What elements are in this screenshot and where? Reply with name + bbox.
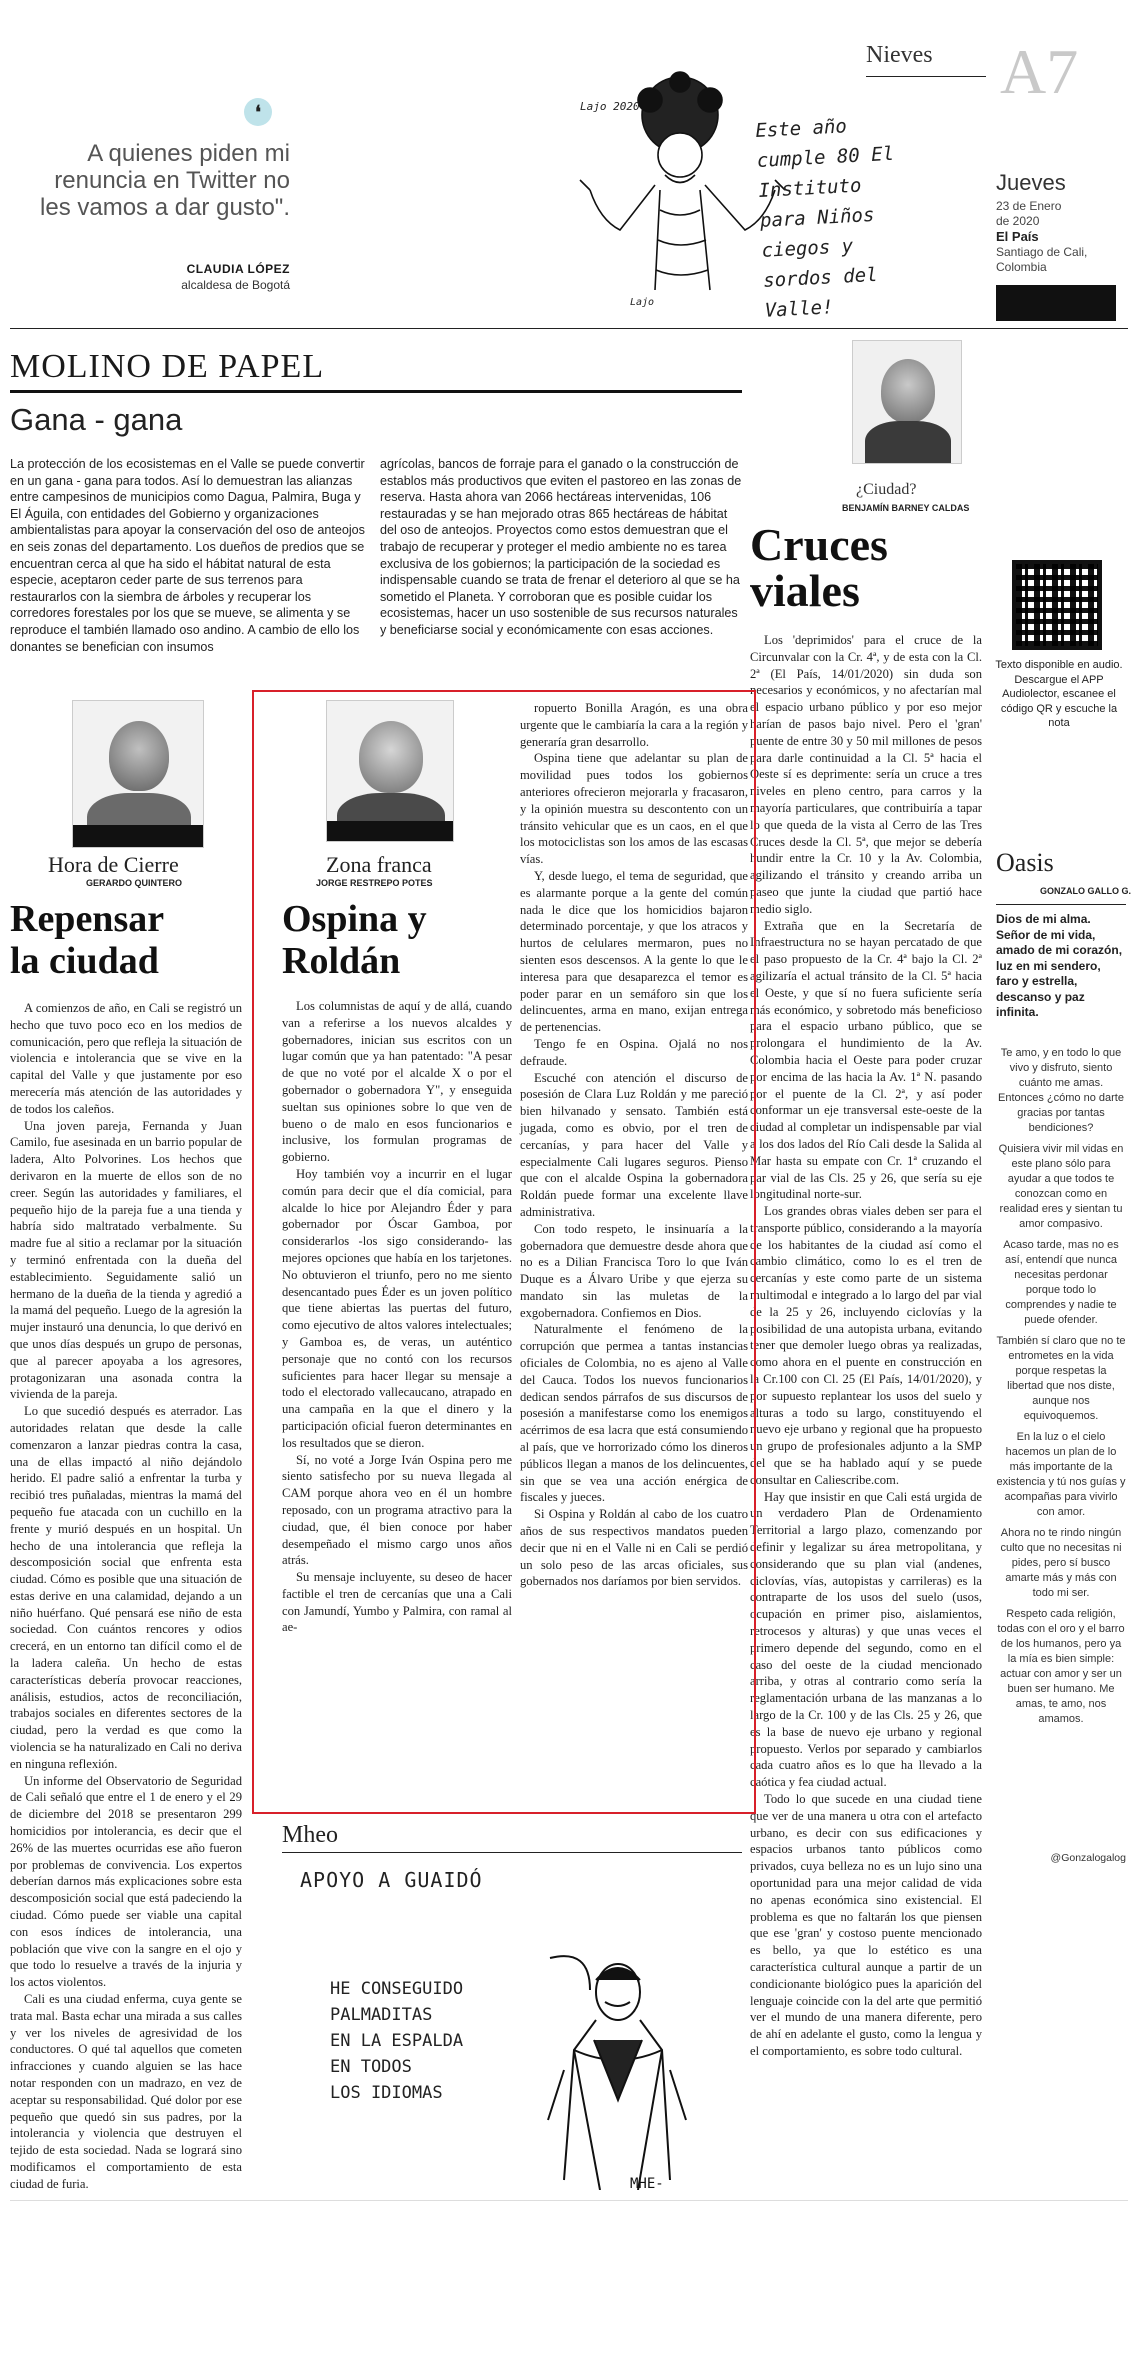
cartoon-speech-line: HE CONSEGUIDO <box>330 1979 464 1999</box>
oasis-lead: Dios de mi alma. Señor de mi vida, amado de mi corazón, luz en mi sendero, faro y estrella, descanso y paz infinita. <box>996 912 1123 1019</box>
oasis-paragraph: Quisiera vivir mil vidas en este plano sólo para ayudar a que todos te conozcan como en realidad eres y sientan tu amor compasivo. <box>998 1143 1124 1230</box>
molino-col1: La protección de los ecosistemas en el Valle se puede convertir en un gana - gana para todos. Así lo demuestran las alianzas entre campesinos de municipios como Dagua, Palmira, Buga y El Águila, con entidades del Gobierno y organizaciones ambientalistas para apoyar la conservación del oso de anteojos en seis zonas del departamento. Los dueños de predios que se encuentran cerca al que ha sido el hábitat natural de esta especie, aceptaron ceder parte de sus terrenos para restaurarlos con la siembra de árboles y recuperar los corredores forestales por los que se mueve, se alimenta y se reproduce el también llamado oso andino. A cambio de ello los donantes se benefician con insumos <box>10 457 365 654</box>
cartoon-speech-line: EN LA ESPALDA <box>330 2031 464 2051</box>
zona-col2-paragraph: Y, desde luego, el tema de seguridad, que es alarmante porque a la gente del común nada le dice que los homicidios bajaron determinado porcentaje, y que los atracos y hurtos de celulares mermaron, pues no sienten esos descensos. A la gente lo que le interesa para que desaparezca el temor es poder parar en un semáforo sin que los delincuentes, arma en mano, exijan entrega de pertenencias. <box>520 868 748 1035</box>
cartoon-signature: MHE- <box>630 2176 664 2190</box>
cartoon-caption: APOYO A GUAIDÓ <box>300 1868 483 1892</box>
oasis-paragraph: También sí claro que no te entrometes en la vida porque respetas la libertad que nos diste, aunque nos equivoquemos. <box>996 1335 1126 1422</box>
oasis-paragraph: Respeto cada religión, todas con el oro y el barro de los humanos, pero ya la mía es bien simple: actuar con amor y ser un buen ser humano. Me amas, te amo, nos amamos. <box>997 1608 1125 1725</box>
zona-headline <box>282 898 522 982</box>
molino-section-title: MOLINO DE PAPEL <box>10 348 325 385</box>
page-number: A7 <box>1000 36 1079 107</box>
oasis-paragraph: Acaso tarde, mas no es así, entendí que nunca necesitas perdonar porque todo lo comprendes y nadie te puede ofender. <box>1003 1239 1119 1326</box>
hora-headline-line2: la ciudad <box>10 940 159 982</box>
zona-title: Zona franca <box>326 852 432 877</box>
zona-col2-paragraph: Con todo respeto, le insinuaría a la gobernadora que demuestre desde ahora que no es a Dilian Francisca Toro lo que Iván Duque es a Álvaro Uribe y que ejerza su mandato sin las muletas de la exgobernadora. Confiemos en Dios. <box>520 1221 748 1320</box>
zona-col2-paragraph: Naturalmente el fenómeno de la corrupción que permea a tantas instancias oficiales de Colombia, no es ajeno al Valle del Cauca. Todos los nuevos funcionarios dedican sendos párrafos de sus discursos de posesión a manifestarse como los enemigos acérrimos de esa lacra que está consumiendo al país, que ve horrorizado cómo los dineros públicos llegan a manos de los delincuentes, sin que se vea una acción enérgica de fiscales y jueces. <box>520 1322 748 1505</box>
ciudad-headline: Cruces viales <box>750 519 888 616</box>
zona-headline-line1: Ospina y <box>282 898 427 940</box>
quote-icon: ❛ <box>244 98 272 126</box>
paper-city: Santiago de Cali, <box>996 245 1088 259</box>
zona-col2-paragraph: Si Ospina y Roldán al cabo de los cuatro años de sus respectivos mandatos pueden decir que ni en el Valle ni en Cali se perdió un solo peso de las arcas oficiales, sus gobernados nos daríamos por bien servidos. <box>520 1507 748 1589</box>
quote-role: alcaldesa de Bogotá <box>181 278 290 292</box>
zona-headline-line2: Roldán <box>282 940 401 982</box>
zona-col2-paragraph: ropuerto Bonilla Aragón, es una obra urgente que le cambiaría la cara a la región y generaría gran desarrollo. <box>520 701 748 749</box>
cartoon-speech-line: EN TODOS <box>330 2057 412 2077</box>
hora-body-paragraph: Una joven pareja, Fernanda y Juan Camilo, fue asesinada en un barrio popular de ladera, Alto Polvorines. Los hechos que derivaron en la muerte de ellos son de no creer. Según las autoridades y familiares, el pequeño hijo de la pareja fue a una tienda y habría sido maltratado verbalmente. Su madre fue al sitio a reclamar por la situación y terminó enfrentada con la dueña del establecimiento. Seguidamente salió un hermano de la dueña de la tienda y agredió a la mamá del pequeño. Luego de la agresión la mujer instauró una denuncia, lo que derivó en que unos días después un grupo de personas, que al parecer apoyaba a los agresores, protagonizaran una asonada contra la vivienda de la pareja. <box>10 1118 242 1402</box>
ciudad-body-paragraph: Los 'deprimidos' para el cruce de la Circunvalar con la Cr. 4ª, y de esta con la Cl. 2ª (El País, 14/01/2020) sin duda son necesarios y económicos, y no afectarían mal el espacio urbano público y por eso mejor harían de pasos bajo nivel. Pero el 'gran' puente de entre 30 y 50 mil millones de pesos para darle continuidad a la Cl. 5ª hacia el Oeste sí es deprimente: sería un cruce a tres niveles en pleno centro, para carros y la mayoría particulares, que contribuiría a tapar lo que queda de la vista al Cerro de las Tres Cruces desde la Cl. 5ª, que mejor se debería hundir entre la Cr. 10 y la Av. Colombia, agilizando el tránsito y creando arriba un paseo que junte la ciudad que partió hace medio siglo. <box>750 633 982 916</box>
cartoon-speech-line: PALMADITAS <box>330 2005 433 2025</box>
zona-col2-paragraph: Ospina tiene que adelantar su plan de movilidad pues todos los gobiernos anteriores ofrecieron mejorarla y fracasaron, y la opinión muestra su descontento con un tránsito vehicular que es un caos, en el que los motociclistas son los amos de las escasas vías. <box>520 751 748 867</box>
molino-headline: Gana - gana <box>10 402 183 437</box>
zona-byline: JORGE RESTREPO POTES <box>316 878 433 888</box>
hora-headline <box>10 898 250 982</box>
quintero-portrait <box>72 700 204 848</box>
section-name: Nieves <box>866 42 933 68</box>
date-line2: de 2020 <box>996 214 1040 228</box>
sketch-signature: Lajo <box>630 297 655 308</box>
hora-body-paragraph: Lo que sucedió después es aterrador. Las autoridades relatan que desde la calle comenzaron a lanzar piedras contra la casa, una de ellas impactó al niño dejándolo herido. El padre salió a enfrentar la turba y recibió tres puñaladas, mientras la mamá del pequeño fue atacada con un cuchillo en la frente y murió después en un hospital. Un hecho de una intolerancia que refleja la descomposición social que enfrenta esta ciudad. Cómo es posible que una situación de estas derive en una calamidad, dejando a un niño huérfano. Qué pensará ese niño de esta sociedad. Con cuántos rencores y odios crecerá, en un entorno tan difícil como el de la ladera caleña. Un hecho de estas características debería provocar reacciones, análisis, estudios, actos de reconciliación, trabajos sociales en diferentes sectores de la ciudad, pero la verdad es que como la violencia se ha naturalizado en Cali no deriva en ninguna reflexión. <box>10 1404 242 1771</box>
hora-headline-line1: Repensar <box>10 898 165 940</box>
zona-col1-paragraph: Sí, no voté a Jorge Iván Ospina pero me siento satisfecho por su nueva llegada al CAM porque ahora veo en él un hombre reposado, con un programa atractivo para la ciudad, que, él bien conoce por haber desempeñado el mismo cargo unos años atrás. <box>282 1452 512 1568</box>
oasis-body <box>996 1046 1126 1733</box>
hora-body <box>10 1000 242 2193</box>
ciudad-body <box>750 632 982 2060</box>
date-line1: 23 de Enero <box>996 199 1062 213</box>
oasis-title: Oasis <box>996 848 1054 877</box>
cartoon-artist: Mheo <box>282 1822 338 1848</box>
oasis-rule <box>996 904 1126 905</box>
hora-body-paragraph: Cali es una ciudad enferma, cuya gente se trata mal. Basta echar una mirada a sus calles y ver los niveles de agresividad de los conductores. O qué tal aquellos que cometen infracciones y cuando alguien se las hace notar responden con un madrazo, en vez de aceptar su responsabilidad. Qué dolor por ese pequeño que quedó sin sus padres, por la intolerancia y violencia que destruyen el tejido de esta sociedad. Nada se logrará sino modificamos el comportamiento de esta ciudad de furia. <box>10 1992 242 2191</box>
oasis-byline: GONZALO GALLO G. <box>1040 886 1131 896</box>
zona-col2-paragraph: Tengo fe en Ospina. Ojalá no nos defraude. <box>520 1036 748 1068</box>
zona-col1 <box>282 998 512 1636</box>
date-box-bar <box>996 285 1116 321</box>
ciudad-body-paragraph: Todo lo que sucede en una ciudad tiene que ver de una manera u otra con el artefacto urbano, es decir con sus edificaciones y espacios urbanos tanto públicos como privados, cuya belleza no es un lujo sino una oportunidad para una mejor calidad de vida no apenas económica sino existencial. El problema es que no faltarán los que piensen que ese 'gran' y costoso puente mencionado es bello, ya que lo estético es una característica cultural aunque a partir de un condicionante biológico pues la aparición del lenguaje coincide con la del arte que permitió ver el mundo de una manera diferente, pero de ahí en adelante el gusto, como la lengua y el comportamiento, es sobre todo cultural. <box>750 1791 982 2058</box>
barney-portrait <box>852 340 962 464</box>
hora-title: Hora de Cierre <box>48 852 179 877</box>
restrepo-portrait <box>326 700 454 842</box>
ciudad-body-paragraph: Los grandes obras viales deben ser para el transporte público, considerando a la mayoría de los habitantes de la ciudad así como el cambio climático, como lo es el tren de cercanías y este como parte de un sistema multimodal e integrado a lo largo del par vial de la 25 y 26, incluyendo ciclovías y la posibilidad de una autopista urbana, evitando tener que demoler luego obras ya realizadas, como ahora en el puente en construcción en la Cr.100 con Cl. 25 (El País, 14/01/2020), y por supuesto replantear los usos del suelo y alturas a todo su largo, constituyendo el nuevo eje urbano y regional que ha propuesto un grupo de profesionales adjunto a la SMP del que se ha hablado aquí y se puede consultar en Caliescribe.com. <box>750 1204 982 1487</box>
paper-country: Colombia <box>996 260 1047 274</box>
masthead-rule <box>866 76 986 77</box>
sketch-note: Este año cumple 80 El Instituto para Niños ciegos y sordos del Valle! <box>754 115 895 322</box>
bottom-rule <box>10 2200 1128 2201</box>
hora-body-paragraph: A comienzos de año, en Cali se registró un hecho que tuvo poco eco en los medios de comunicación, pero que refleja la situación de violencia e intolerancia que se vive en la capital del Valle y que justamente por eso merecería más atención de las autoridades y de todos los caleños. <box>10 1001 242 1116</box>
zona-col1-paragraph: Los columnistas de aquí y de allá, cuando van a referirse a los nuevos alcaldes y gobernadores, inician sus escritos con un lugar común que ya han patentado: "A pesar de que no voté por el alcalde X o por el gobernador o gobernadora Y", y enseguida sueltan sus opiniones sobre lo que ven de bueno o de malo en esos funcionarios e inclusive, los formulan programas de gobierno. <box>282 999 512 1165</box>
date-day: Jueves <box>996 170 1066 195</box>
oasis-paragraph: Ahora no te rindo ningún culto que no necesitas ni pides, pero sí busco amarte más y más con todo mi ser. <box>1000 1527 1122 1599</box>
cartoon-figure-illustration <box>530 1950 700 2190</box>
quote-text: A quienes piden mi renuncia en Twitter no les vamos a dar gusto". <box>40 140 290 221</box>
oasis-paragraph: Te amo, y en todo lo que vivo y disfruto, siento cuánto me amas. Entonces ¿cómo no darte gracias por tantas bendiciones? <box>998 1047 1124 1134</box>
molino-col2: agrícolas, bancos de forraje para el ganado o la construcción de establos más productivos que eviten el pastoreo en las zonas de reserva. Hasta ahora van 2066 hectáreas intervenidas, 106 restauradas y se han mejorado otras 865 hectáreas de hábitat del oso de anteojos. Proyectos como estos demuestran que el trabajo de recuperar y proteger el medio ambiente no es tarea exclusiva de los gobiernos; la participación de la sociedad es indispensable cuando se trata de frenar el deterioro al que se ha sometido el Planeta. Y corroboran que es posible cuidar los ecosistemas, hacer un uso sostenible de sus recursos naturales y beneficiarse social y económicamente con esas acciones. <box>380 457 742 637</box>
ciudad-kicker: ¿Ciudad? <box>856 481 917 498</box>
zona-col1-paragraph: Hoy también voy a incurrir en el lugar común para decir que el día comicial, para alcalde lo hice por Alejandro Éder y para gobernador por Óscar Gamboa, por considerarlos -los sigo considerando- las mejores opciones que había en los tarjetones. No obtuvieron el triunfo, pero no me siento desencantado pues Éder es un joven político que tiene abiertas las puertas del futuro, como ejecutivo de altos valores intelectuales; y Gamboa es, de veras, un auténtico personaje que no contó con los recursos suficientes para hacer llegar su mensaje a todo el electorado vallecaucano, atrapado en una campaña en la que el dinero y la participación oficial fueron determinantes en los resultados que se dieron. <box>282 1166 512 1450</box>
paper-name: El País <box>996 229 1039 244</box>
oasis-paragraph: En la luz o el cielo hacemos un plan de lo más importante de la existencia y tú nos guías y acompañas para vivirlo con amor. <box>996 1431 1126 1518</box>
qr-code[interactable] <box>1012 560 1102 650</box>
zona-col2-paragraph: Escuché con atención el discurso de posesión de Clara Luz Roldán y me pareció bien hilvanado y sensato. También está jugada, como es obvio, por el tren de cercanías, y para hacer del Valle y especialmente Cali lugares seguros. Pienso que con el alcalde Ospina la gobernadora Roldán puede formar una excelente llave administrativa. <box>520 1070 748 1219</box>
zona-col2 <box>520 700 748 1590</box>
ciudad-body-paragraph: Extraña que en la Secretaría de Infraestructura no se hayan percatado de que el paso propuesto de la Cr. 4ª bajo la Cl. 2ª agilizaría el actual tránsito de la Cl. 5ª hacia el Oeste, y que sí no fuera suficiente sería más económico, y sobretodo más beneficioso para el espacio urbano público, que se prolongara el hundimiento de la Av. Colombia hacia el Oeste para poder cruzar por encima de las hacia la Av. 1ª N. pasando por el puente de la Cl. 2ª, y así poder conformar un eje transversal este-oeste de la ciudad al completar un indispensable par vial a los dos lados del Río Cali desde la Salida al Mar hasta su empate con Cr. 1ª cruzando el par vial de las Cls. 25 y 26, que sería su eje longitudinal norte-sur. <box>750 918 982 1202</box>
cartoon-speech-line: LOS IDIOMAS <box>330 2083 443 2103</box>
ciudad-byline: BENJAMÍN BARNEY CALDAS <box>842 503 970 513</box>
cartoon-speech <box>330 1976 463 2106</box>
quote-author: CLAUDIA LÓPEZ <box>186 262 290 276</box>
hora-body-paragraph: Un informe del Observatorio de Seguridad de Cali señaló que entre el 1 de enero y el 29 de diciembre del 2018 se presentaron 299 homicidios por intolerancia, es decir que el 26% de las muertes ocurridas ese año fueron por problemas de convivencia. Los expertos deberían darnos más explicaciones sobre esta descomposición social que está padeciendo la ciudad. Cómo puede ser viable una capital con esos índices de intolerancia, una población que vive con la sangre en el ojo y que todo lo resuelve a través de la injuria y los actos violentos. <box>10 1773 242 1990</box>
molino-rule <box>10 390 742 393</box>
hora-byline: GERARDO QUINTERO <box>86 878 183 888</box>
zona-col1-paragraph: Su mensaje incluyente, su deseo de hacer factible el tren de cercanías que una a Cali con Jamundí, Yumbo y Palmira, con ramal al ae- <box>282 1570 512 1635</box>
sketch-side-note: Lajo 2020 <box>580 100 640 113</box>
oasis-handle: @Gonzalogalog <box>1050 1852 1126 1864</box>
cartoon-rule <box>282 1852 742 1853</box>
ciudad-body-paragraph: Hay que insistir en que Cali está urgida de un verdadero Plan de Ordenamiento Territorial a largo plazo, comenzando por definir y legalizar su área metropolitana, y considerando que su plan vial (andenes, ciclovías, vías, autopistas y carrileras) es la contraparte de los usos del suelo (usos, ocupación en primer piso, aislamientos, retrocesos y alturas) y que unas veces el primero depende del segundo, como en el caso del oeste de la ciudad mencionado arriba, y otras al contrario como sería la reglamentación urbana de las manzanas a lo largo de la Cr. 100 y de las Cls. 25 y 26, que es la base de nuevo eje urbano y regional propuesto. Verlos por separado y cambiarlos cada cuatro años es lo que ha llevado a la caótica y fea ciudad actual. <box>750 1489 982 1790</box>
top-divider <box>10 328 1128 329</box>
qr-caption: Texto disponible en audio. Descargue el APP Audiolector, escanee el código QR y escuche la nota <box>995 659 1123 729</box>
